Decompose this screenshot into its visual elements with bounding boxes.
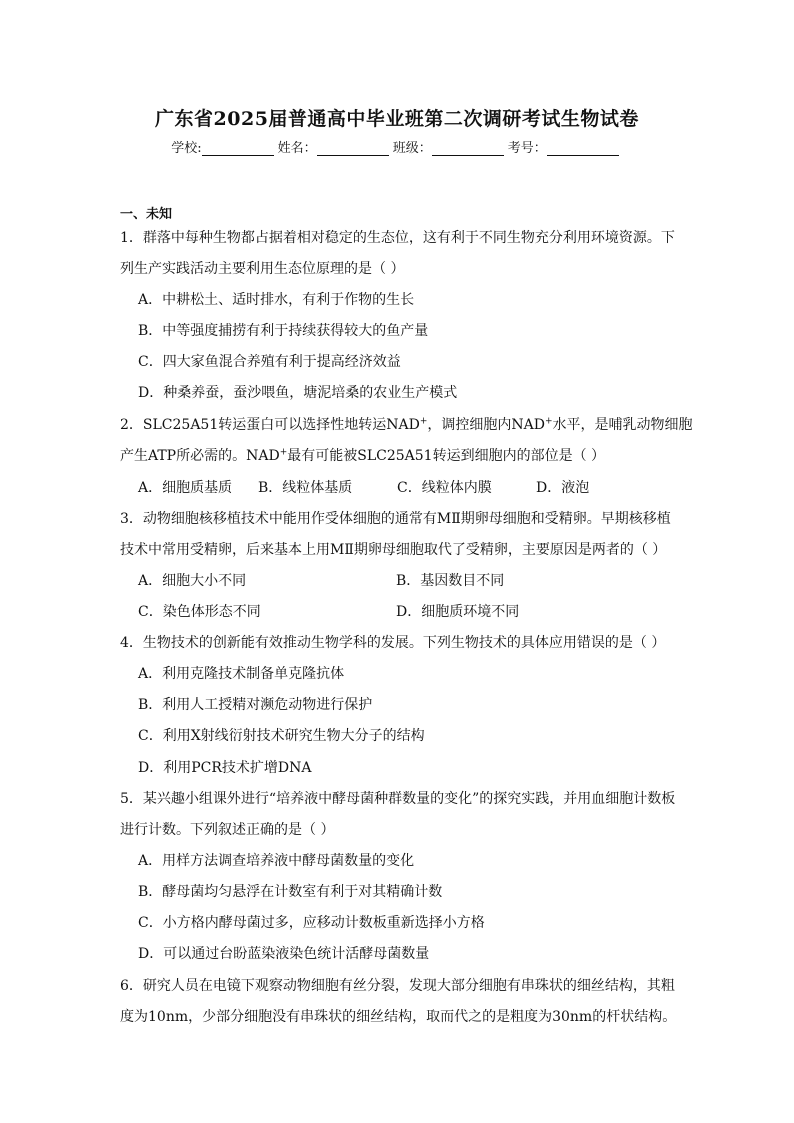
- q1-option-d: D．种桑养蚕，蚕沙喂鱼，塘泥培桑的农业生产模式: [138, 385, 458, 401]
- q4-stem-line1: 4．生物技术的创新能有效推动生物学科的发展。下列生物技术的具体应用错误的是（ ）: [120, 635, 666, 651]
- q6-stem-line2: 度为10nm，少部分细胞没有串珠状的细丝结构，取而代之的是粗度为30nm的杆状结构。: [120, 1009, 677, 1025]
- q2-option-a: A．细胞质基质: [138, 480, 233, 496]
- q1-stem-line1: 1．群落中每种生物都占据着相对稳定的生态位，这有利于不同生物充分利用环境资源。下: [120, 230, 675, 246]
- q6-stem-line1: 6．研究人员在电镜下观察动物细胞有丝分裂，发现大部分细胞有串珠状的细丝结构，其粗: [120, 978, 675, 994]
- student-info-line: [0, 137, 794, 156]
- q2-option-c: C．线粒体内膜: [397, 480, 492, 496]
- page-title: 广东省2025届普通高中毕业班第二次调研考试生物试卷: [155, 108, 639, 130]
- section-heading: 一、未知: [120, 207, 173, 222]
- q5-option-a: A．用样方法调查培养液中酵母菌数量的变化: [138, 853, 415, 869]
- q3-stem-line2: 技术中常用受精卵，后来基本上用MⅡ期卵母细胞取代了受精卵，主要原因是两者的（ ）: [120, 542, 667, 558]
- name-label: 姓名：: [277, 141, 317, 156]
- q4-option-d: D．利用PCR技术扩增DNA: [138, 760, 312, 776]
- q2-stem-line1: 2．SLC25A51转运蛋白可以选择性地转运NAD+，调控细胞内NAD+水平，是哺乳动物细胞: [120, 416, 693, 433]
- class-blank[interactable]: [432, 141, 504, 156]
- superscript-plus: +: [419, 416, 428, 427]
- q1-option-c: C．四大家鱼混合养殖有利于提高经济效益: [138, 354, 401, 370]
- q3-option-d: D．细胞质环境不同: [396, 604, 520, 620]
- q1-option-b: B．中等强度捕捞有利于持续获得较大的鱼产量: [138, 323, 429, 339]
- q3-stem-line1: 3．动物细胞核移植技术中能用作受体细胞的通常有MⅡ期卵母细胞和受精卵。早期核移植: [120, 511, 671, 527]
- q2-option-d: D．液泡: [536, 480, 590, 496]
- q2-option-b: B．线粒体基质: [258, 480, 353, 496]
- q5-stem-line2: 进行计数。下列叙述正确的是（ ）: [120, 822, 335, 838]
- q3-option-a: A．细胞大小不同: [138, 573, 247, 589]
- superscript-plus: +: [279, 447, 288, 458]
- school-label: 学校:: [171, 141, 202, 156]
- q3-option-c: C．染色体形态不同: [138, 604, 261, 620]
- q4-option-c: C．利用X射线衍射技术研究生物大分子的结构: [138, 728, 425, 744]
- class-label: 班级：: [392, 141, 432, 156]
- q5-stem-line1: 5．某兴趣小组课外进行“培养液中酵母菌种群数量的变化”的探究实践，并用血细胞计数板: [120, 791, 676, 807]
- q3-option-b: B．基因数目不同: [396, 573, 505, 589]
- q4-option-b: B．利用人工授精对濒危动物进行保护: [138, 697, 373, 713]
- exam-number-blank[interactable]: [547, 141, 619, 156]
- q5-option-c: C．小方格内酵母菌过多，应移动计数板重新选择小方格: [138, 915, 485, 931]
- q1-stem-line2: 列生产实践活动主要利用生态位原理的是（ ）: [120, 261, 405, 277]
- name-blank[interactable]: [317, 141, 389, 156]
- q2-stem-line2: 产生ATP所必需的。NAD+最有可能被SLC25A51转运到细胞内的部位是（ ）: [120, 447, 606, 464]
- exam-number-label: 考号：: [507, 141, 547, 156]
- superscript-plus: +: [544, 416, 553, 427]
- school-blank[interactable]: [202, 141, 274, 156]
- q4-option-a: A．利用克隆技术制备单克隆抗体: [138, 666, 345, 682]
- q1-option-a: A．中耕松土、适时排水，有利于作物的生长: [138, 292, 415, 308]
- q5-option-b: B．酵母菌均匀悬浮在计数室有利于对其精确计数: [138, 884, 443, 900]
- q5-option-d: D．可以通过台盼蓝染液染色统计活酵母菌数量: [138, 946, 430, 962]
